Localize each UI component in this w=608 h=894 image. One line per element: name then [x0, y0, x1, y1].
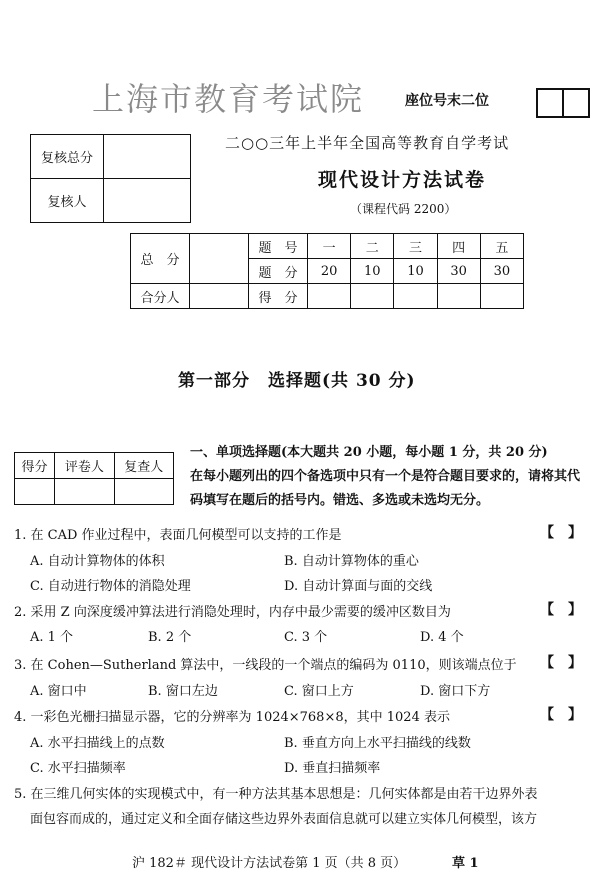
section-heading: 一、单项选择题(本大题共 20 小题，每小题 1 分，共 20 分): [190, 445, 548, 460]
reviewer-label: 复核人: [31, 179, 104, 223]
question-stem: 1. 在 CAD 作业过程中，表面几何模型可以支持的工作是: [14, 528, 342, 543]
question-score: 30: [437, 259, 480, 284]
grader-header-score: 得分: [15, 453, 55, 479]
option: C. 窗口上方: [284, 684, 354, 699]
earned-score-cell[interactable]: [351, 284, 394, 309]
grader-score-cell[interactable]: [15, 479, 55, 505]
review-total-cell[interactable]: [104, 135, 191, 179]
total-score-label: 总 分: [131, 234, 190, 284]
question-score-header: 题 分: [249, 259, 308, 284]
question-number: 一: [308, 234, 351, 259]
option: B. 2 个: [148, 630, 192, 645]
question-number: 三: [394, 234, 437, 259]
question-stem: 5. 在三维几何实体的实现模式中，有一种方法其基本思想是：几何实体都是由若干边界外表: [14, 787, 538, 802]
earned-score-cell[interactable]: [394, 284, 437, 309]
earned-score-cell[interactable]: [308, 284, 351, 309]
seat-number-box[interactable]: [536, 88, 590, 118]
total-score-cell[interactable]: [190, 234, 249, 284]
answer-bracket[interactable]: 【 】: [540, 525, 582, 541]
earned-score-header: 得 分: [249, 284, 308, 309]
issuer-stamp: 上海市教育考试院: [92, 80, 365, 118]
question-number: 四: [437, 234, 480, 259]
option: C. 水平扫描频率: [30, 761, 126, 776]
question-number: 二: [351, 234, 394, 259]
review-total-label: 复核总分: [31, 135, 104, 179]
question-stem-continued: 面包容而成的，通过定义和全面存储这些边界外表面信息就可以建立实体几何模型，该方: [30, 812, 538, 827]
answer-bracket[interactable]: 【 】: [540, 707, 582, 723]
option: A. 水平扫描线上的点数: [30, 736, 165, 751]
checker-name-cell[interactable]: [114, 479, 173, 505]
option: D. 4 个: [420, 630, 464, 645]
question-stem: 4. 一彩色光栅扫描显示器，它的分辨率为 1024×768×8，其中 1024 表示: [14, 710, 450, 725]
footer-draft-mark: 草 1: [452, 856, 479, 871]
option: C. 3 个: [284, 630, 328, 645]
seat-number-label: 座位号末二位: [405, 93, 489, 109]
question-score: 10: [351, 259, 394, 284]
question-stem: 2. 采用 Z 向深度缓冲算法进行消隐处理时，内存中最少需要的缓冲区数目为: [14, 605, 451, 620]
option: C. 自动进行物体的消隐处理: [30, 579, 191, 594]
review-table: [30, 134, 191, 223]
option: B. 垂直方向上水平扫描线的线数: [284, 736, 471, 751]
option: D. 垂直扫描频率: [284, 761, 381, 776]
course-code: （课程代码 2200）: [350, 202, 457, 216]
earned-score-cell[interactable]: [480, 284, 523, 309]
reviewer-cell[interactable]: [104, 179, 191, 223]
question-number-header: 题 号: [249, 234, 308, 259]
earned-score-cell[interactable]: [437, 284, 480, 309]
option: A. 自动计算物体的体积: [30, 554, 165, 569]
option: D. 窗口下方: [420, 684, 491, 699]
paper-title: 现代设计方法试卷: [318, 169, 487, 191]
option: D. 自动计算面与面的交线: [284, 579, 433, 594]
option: B. 窗口左边: [148, 684, 218, 699]
option: A. 1 个: [30, 630, 74, 645]
option: B. 自动计算物体的重心: [284, 554, 419, 569]
question-score: 30: [480, 259, 523, 284]
scorer-label: 合分人: [131, 284, 190, 309]
grader-header-grader: 评卷人: [55, 453, 114, 479]
question-stem: 3. 在 Cohen—Sutherland 算法中，一线段的一个端点的编码为 0110，则该端点位于: [14, 658, 517, 673]
score-table: [130, 233, 524, 309]
answer-bracket[interactable]: 【 】: [540, 602, 582, 618]
answer-bracket[interactable]: 【 】: [540, 655, 582, 671]
section-instructions: 在每小题列出的四个备选项中只有一个是符合题目要求的，请将其代码填写在题后的括号内。错选、多选或未选均无分。: [190, 469, 581, 508]
question-score: 10: [394, 259, 437, 284]
question-number: 五: [480, 234, 523, 259]
option: A. 窗口中: [30, 684, 87, 699]
page-footer: 沪 182＃ 现代设计方法试卷第 1 页（共 8 页）: [132, 856, 407, 871]
question-score: 20: [308, 259, 351, 284]
exam-title: 二○○三年上半年全国高等教育自学考试: [225, 134, 510, 152]
grader-name-cell[interactable]: [55, 479, 114, 505]
grader-header-checker: 复查人: [114, 453, 173, 479]
scorer-cell[interactable]: [190, 284, 249, 309]
grader-table: [14, 452, 174, 505]
seat-box-divider: [562, 90, 564, 116]
part-title: 第一部分 选择题(共 30 分): [178, 371, 416, 391]
